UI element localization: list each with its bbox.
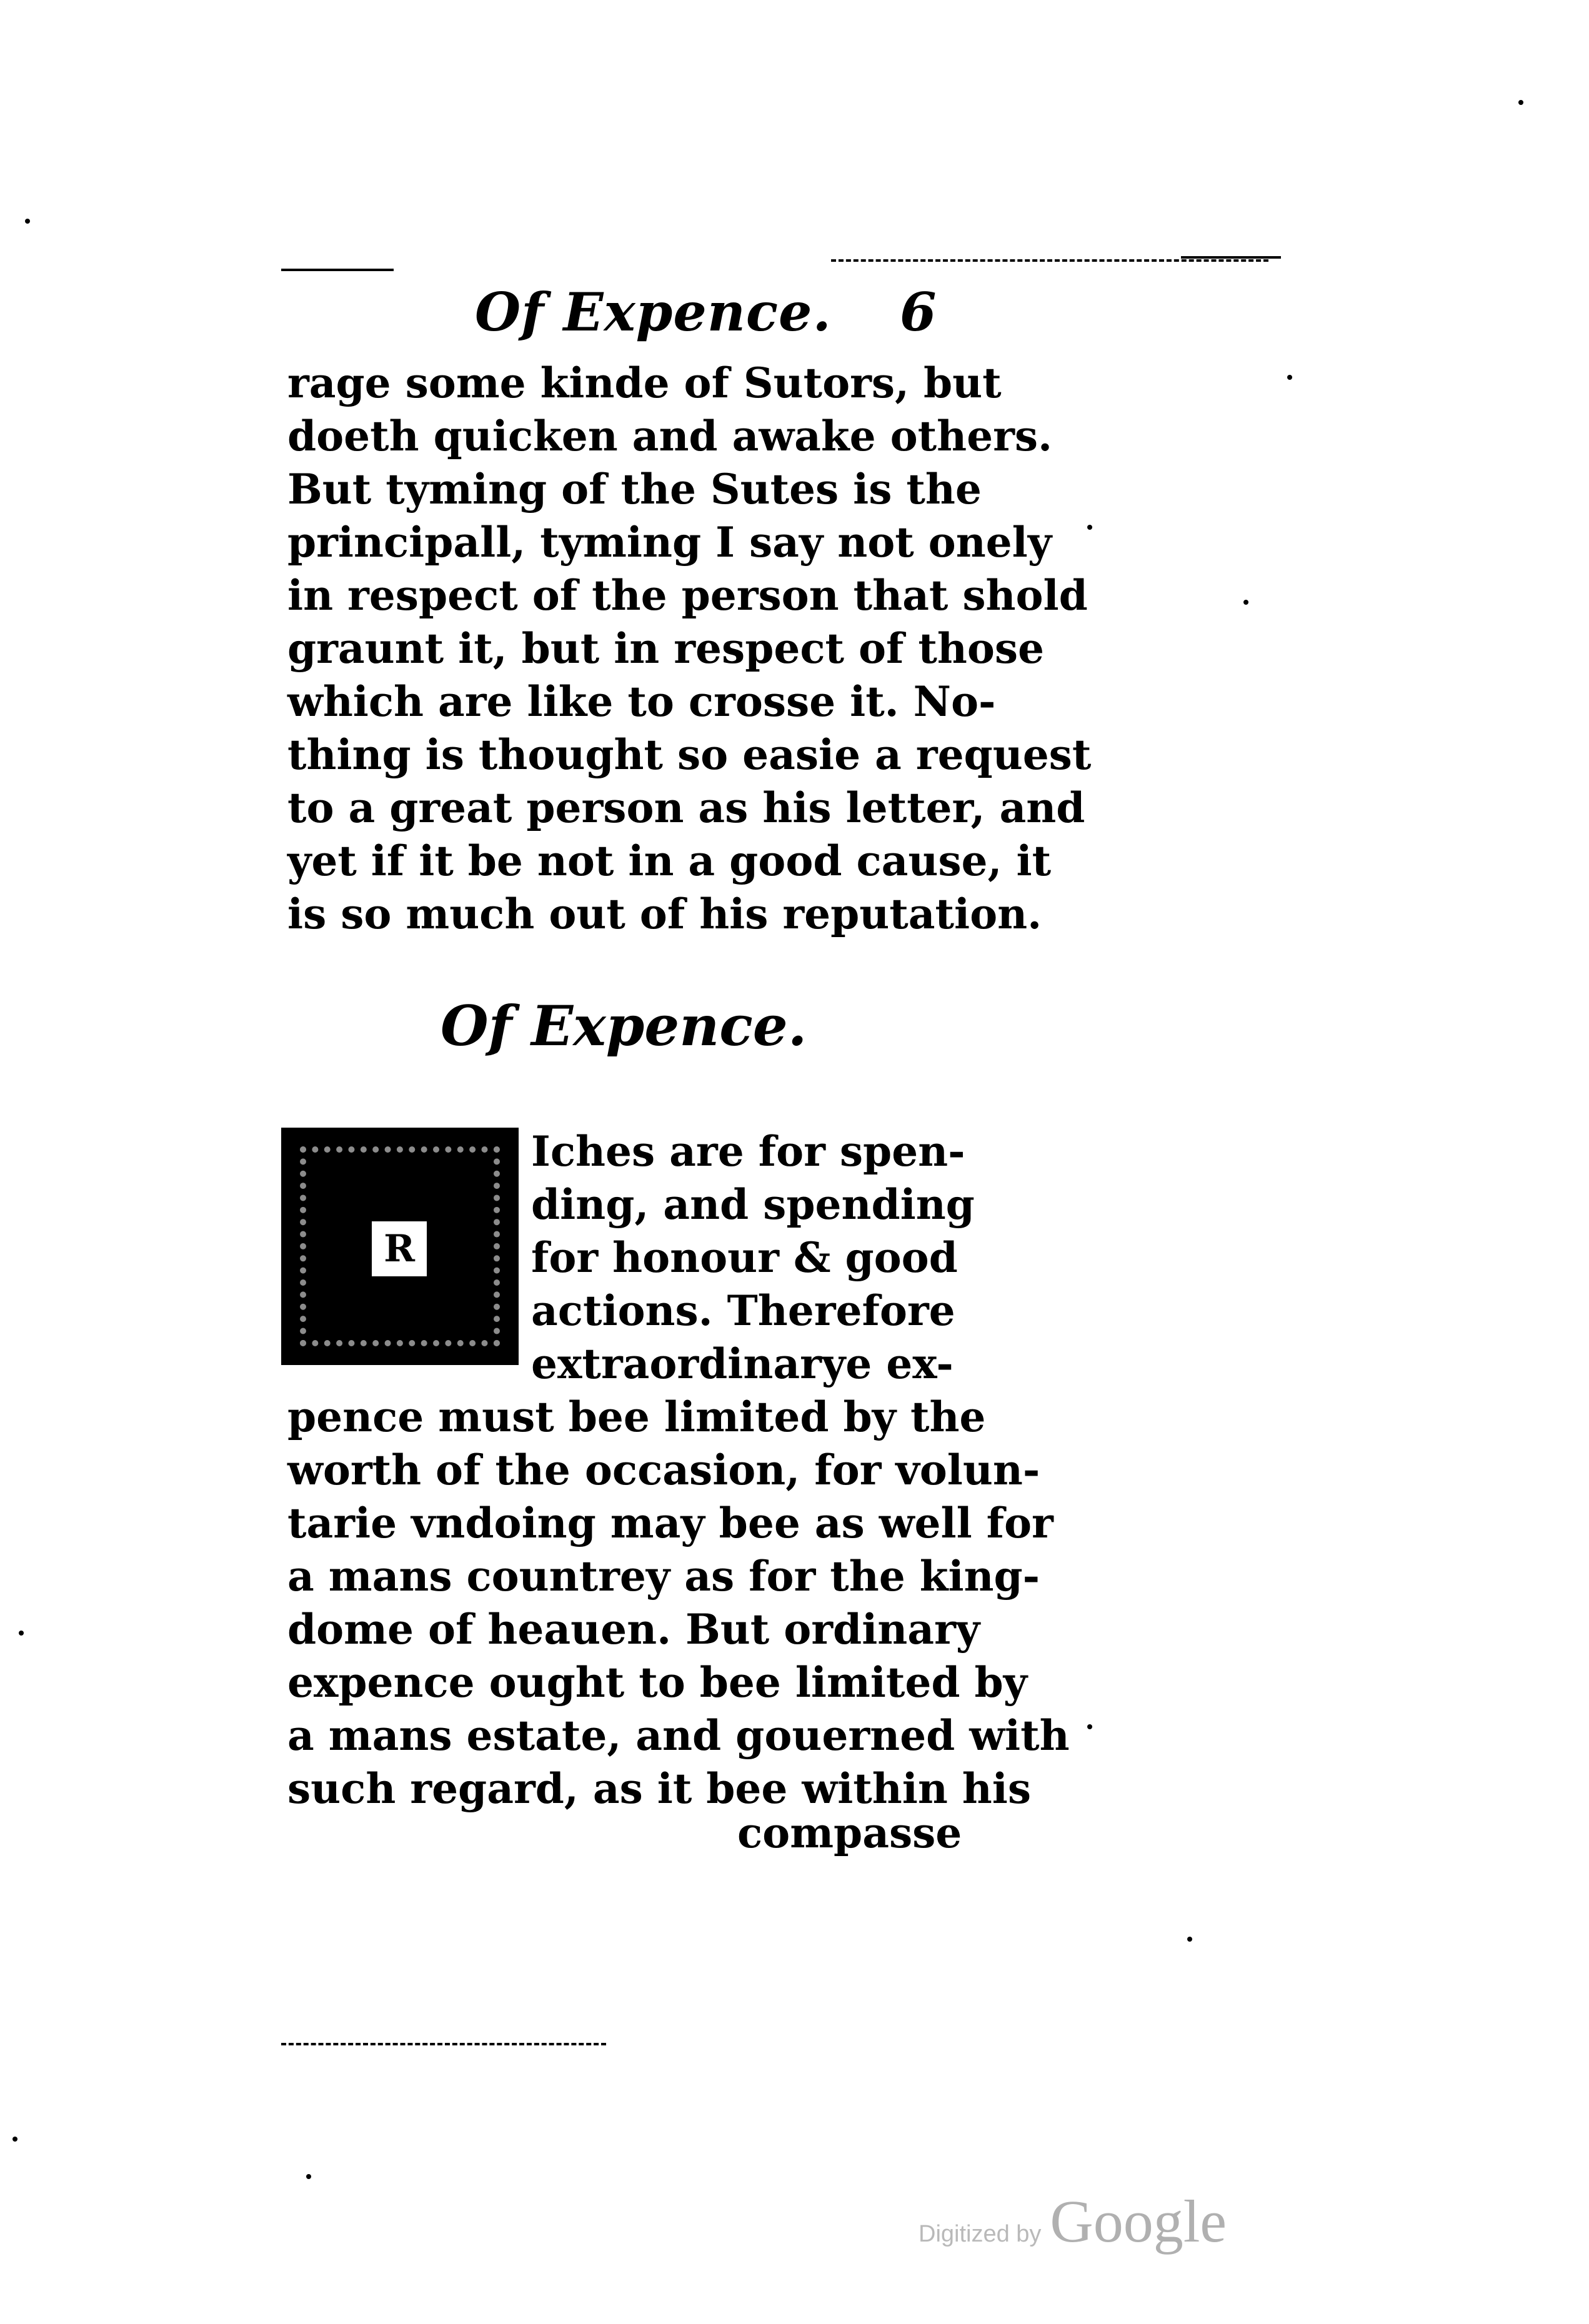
text-line: tarie vndoing may bee as well for [287,1499,1054,1547]
text-line: which are like to crosse it. No- [287,677,996,726]
text-line: a mans countrey as for the king- [287,1552,1040,1601]
text-line: expence ought to bee limited by [287,1658,1027,1707]
top-left-rule [281,269,394,271]
running-title: Of Expence. [475,281,832,343]
bottom-dashed-rule [281,2043,606,2048]
speck [1187,1937,1192,1942]
speck [1518,100,1523,105]
text-line: But tyming of the Sutes is the [287,465,982,514]
text-line: yet if it be not in a good cause, it [287,837,1052,885]
catchword: compasse [737,1809,962,1857]
page-number: 6 [900,281,937,343]
text-line: such regard, as it bee within his [287,1764,1031,1813]
speck [1087,525,1092,530]
text-line: rage some kinde of Sutors, but [287,359,1002,407]
initial-letter: R [372,1221,427,1276]
text-line: doeth quicken and awake others. [287,412,1052,460]
text-line: a mans estate, and gouerned with [287,1711,1070,1760]
digitized-label: Digitized by [919,2221,1042,2247]
text-line: thing is thought so easie a request [287,730,1092,779]
text-line: Iches are for spen- [531,1127,965,1176]
text-line: is so much out of his reputation. [287,890,1042,938]
text-line: to a great person as his letter, and [287,783,1085,832]
speck [306,2174,311,2179]
text-line: actions. Therefore [531,1286,955,1335]
google-logo: Google [1050,2188,1227,2255]
text-line: pence must bee limited by the [287,1393,986,1441]
text-line: ding, and spending [531,1180,975,1229]
speck [12,2137,17,2142]
top-right-rule [1181,256,1281,259]
speck [19,1631,24,1636]
speck [1243,600,1248,605]
digitized-watermark [919,2187,1227,2256]
top-right-dashed-rule [831,259,1268,264]
decorated-initial [281,1128,519,1365]
speck [1287,375,1292,380]
text-line: for honour & good [531,1233,958,1282]
section-heading: Of Expence. [441,993,807,1058]
text-line: in respect of the person that shold [287,571,1088,620]
text-line: worth of the occasion, for volun- [287,1446,1040,1494]
speck [1087,1724,1092,1729]
speck [25,219,30,224]
text-line: dome of heauen. But ordinary [287,1605,980,1654]
text-line: principall, tyming I say not onely [287,518,1052,567]
text-line: extraordinarye ex- [531,1339,954,1388]
text-line: graunt it, but in respect of those [287,624,1045,673]
